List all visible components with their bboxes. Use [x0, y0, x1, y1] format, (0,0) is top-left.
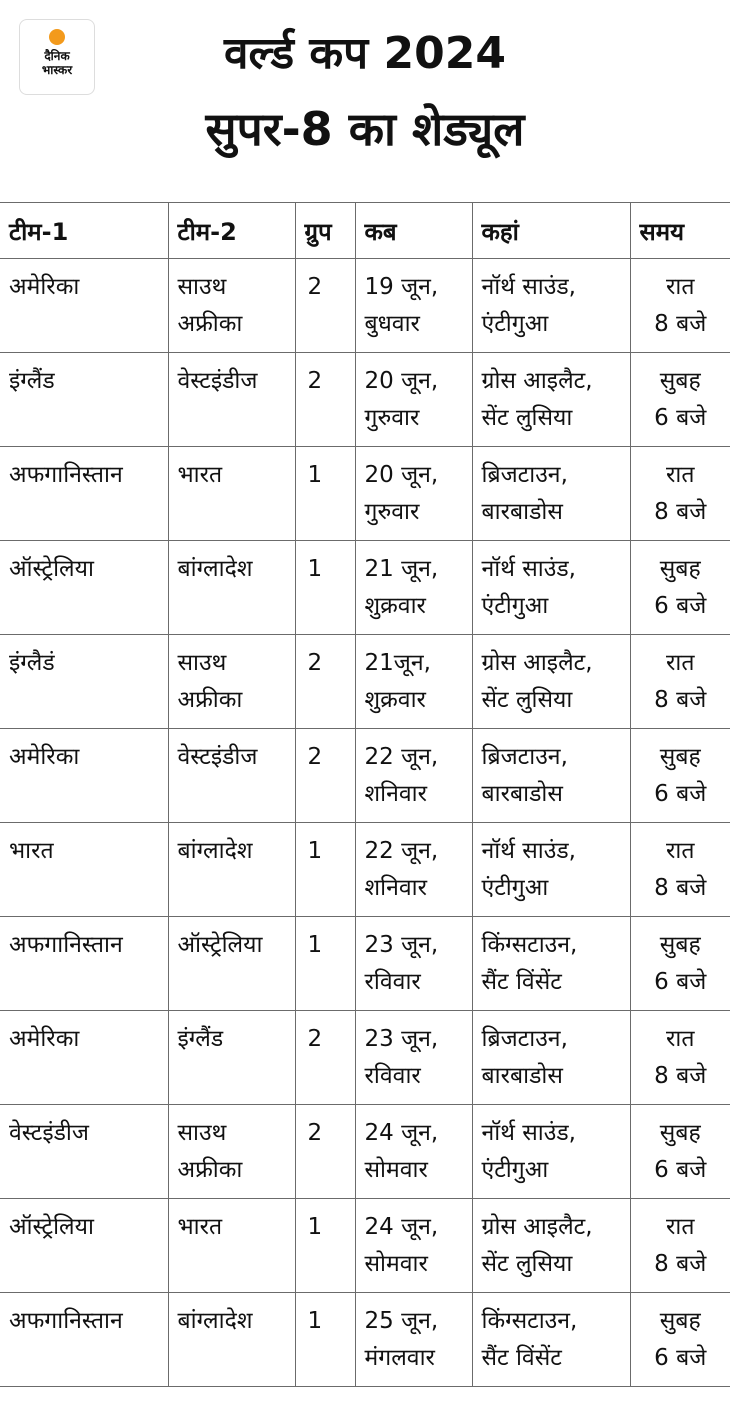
dainik-bhaskar-logo [19, 19, 95, 95]
time-cell-line: सुबह [659, 744, 701, 770]
date-cell [355, 1293, 472, 1387]
table-row [0, 823, 730, 917]
group-cell-line: 2 [307, 650, 323, 676]
time-cell [630, 635, 730, 729]
time-cell-line: सुबह [659, 556, 701, 582]
date-cell-line: शनिवार [364, 781, 428, 807]
time-cell-line: 6 बजे [654, 405, 707, 431]
team1-cell [0, 917, 168, 1011]
date-cell-line: 20 जून, [364, 462, 439, 488]
group-cell-line: 2 [307, 368, 323, 394]
time-cell [630, 447, 730, 541]
time-cell-line: 8 बजे [654, 1251, 707, 1277]
venue-cell-line: सेंट लुसिया [481, 405, 573, 431]
venue-cell-line: ग्रोस आइलैट, [481, 368, 593, 394]
time-cell-line: 8 बजे [654, 687, 707, 713]
team2-cell-line: बांग्लादेश [177, 556, 253, 582]
team2-cell [168, 541, 295, 635]
group-cell-line: 2 [307, 1026, 323, 1052]
sun-icon [49, 29, 65, 45]
table-row [0, 1105, 730, 1199]
table-row [0, 729, 730, 823]
date-cell [355, 729, 472, 823]
time-cell-line: 6 बजे [654, 969, 707, 995]
date-cell-line: 20 जून, [364, 368, 439, 394]
date-cell-line: सोमवार [364, 1251, 428, 1277]
venue-cell [472, 729, 630, 823]
group-cell [295, 1011, 355, 1105]
table-row [0, 447, 730, 541]
date-cell-line: शुक्रवार [364, 687, 426, 713]
venue-cell-line: बारबाडोस [481, 781, 563, 807]
team2-cell [168, 1293, 295, 1387]
group-cell [295, 541, 355, 635]
group-cell-line: 1 [307, 1214, 323, 1240]
venue-cell [472, 259, 630, 353]
date-cell-line: 23 जून, [364, 1026, 439, 1052]
team2-cell-line: बांग्लादेश [177, 1308, 253, 1334]
team2-cell [168, 1105, 295, 1199]
venue-cell-line: बारबाडोस [481, 1063, 563, 1089]
group-cell-line: 2 [307, 274, 323, 300]
venue-cell-line: ब्रिजटाउन, [481, 744, 568, 770]
time-cell [630, 1199, 730, 1293]
venue-cell [472, 541, 630, 635]
venue-cell [472, 1199, 630, 1293]
date-cell [355, 1011, 472, 1105]
time-cell-line: 6 बजे [654, 1345, 707, 1371]
team2-cell-line: इंग्लैंड [177, 1026, 224, 1052]
date-cell-line: 23 जून, [364, 932, 439, 958]
time-cell-line: 6 बजे [654, 1157, 707, 1183]
header-team2: टीम-2 [168, 203, 295, 259]
team1-cell [0, 635, 168, 729]
team2-cell [168, 729, 295, 823]
venue-cell-line: ग्रोस आइलैट, [481, 650, 593, 676]
date-cell-line: 21 जून, [364, 556, 439, 582]
team1-cell-line: अफगानिस्तान [9, 462, 123, 488]
time-cell-line: 8 बजे [654, 1063, 707, 1089]
venue-cell-line: नॉर्थ साउंड, [481, 838, 576, 864]
venue-cell-line: बारबाडोस [481, 499, 563, 525]
team2-cell-line: अफ्रीका [177, 1157, 243, 1183]
venue-cell-line: किंग्सटाउन, [481, 1308, 578, 1334]
date-cell-line: सोमवार [364, 1157, 428, 1183]
venue-cell-line: ब्रिजटाउन, [481, 1026, 568, 1052]
team1-cell-line: ऑस्ट्रेलिया [9, 556, 94, 582]
venue-cell-line: ग्रोस आइलैट, [481, 1214, 593, 1240]
group-cell-line: 1 [307, 838, 323, 864]
team2-cell-line: भारत [177, 1214, 223, 1240]
venue-cell [472, 917, 630, 1011]
group-cell [295, 729, 355, 823]
group-cell-line: 1 [307, 556, 323, 582]
venue-cell-line: नॉर्थ साउंड, [481, 556, 576, 582]
table-row [0, 1199, 730, 1293]
venue-cell-line: एंटीगुआ [481, 593, 549, 619]
date-cell-line: बुधवार [364, 311, 420, 337]
venue-cell-line: एंटीगुआ [481, 1157, 549, 1183]
group-cell-line: 1 [307, 1308, 323, 1334]
team1-cell [0, 1293, 168, 1387]
date-cell-line: रविवार [364, 969, 421, 995]
time-cell [630, 1011, 730, 1105]
team2-cell [168, 635, 295, 729]
time-cell-line: रात [666, 1214, 695, 1240]
team1-cell [0, 729, 168, 823]
team1-cell-line: अफगानिस्तान [9, 1308, 123, 1334]
team2-cell [168, 1199, 295, 1293]
date-cell-line: 19 जून, [364, 274, 439, 300]
time-cell-line: सुबह [659, 1308, 701, 1334]
time-cell [630, 917, 730, 1011]
table-row [0, 635, 730, 729]
date-cell-line: 24 जून, [364, 1214, 439, 1240]
date-cell-line: 25 जून, [364, 1308, 439, 1334]
group-cell-line: 2 [307, 1120, 323, 1146]
team1-cell-line: अमेरिका [9, 1026, 80, 1052]
date-cell-line: शुक्रवार [364, 593, 426, 619]
team2-cell-line: बांग्लादेश [177, 838, 253, 864]
schedule-table [0, 202, 730, 1387]
team2-cell-line: साउथ [177, 650, 227, 676]
team1-cell [0, 1105, 168, 1199]
venue-cell [472, 823, 630, 917]
group-cell [295, 447, 355, 541]
date-cell-line: मंगलवार [364, 1345, 435, 1371]
time-cell-line: रात [666, 1026, 695, 1052]
header-time: समय [630, 203, 730, 259]
time-cell [630, 259, 730, 353]
team1-cell-line: भारत [9, 838, 54, 864]
header-group: ग्रुप [295, 203, 355, 259]
time-cell-line: 8 बजे [654, 875, 707, 901]
group-cell [295, 917, 355, 1011]
date-cell-line: शनिवार [364, 875, 428, 901]
venue-cell-line: सैंट विंसेंट [481, 969, 562, 995]
time-cell-line: 6 बजे [654, 593, 707, 619]
team1-cell [0, 823, 168, 917]
team1-cell-line: इंग्लैंड [9, 368, 55, 394]
group-cell [295, 259, 355, 353]
venue-cell-line: सेंट लुसिया [481, 687, 573, 713]
venue-cell-line: एंटीगुआ [481, 875, 549, 901]
time-cell-line: रात [666, 838, 695, 864]
team2-cell-line: ऑस्ट्रेलिया [177, 932, 263, 958]
logo-text-line1: दैनिक [44, 49, 70, 63]
time-cell-line: 6 बजे [654, 781, 707, 807]
team1-cell [0, 541, 168, 635]
venue-cell [472, 447, 630, 541]
time-cell-line: 8 बजे [654, 499, 707, 525]
time-cell [630, 729, 730, 823]
time-cell-line: सुबह [659, 368, 701, 394]
time-cell-line: रात [666, 274, 695, 300]
team1-cell [0, 447, 168, 541]
team1-cell-line: अफगानिस्तान [9, 932, 123, 958]
time-cell-line: सुबह [659, 1120, 701, 1146]
group-cell [295, 1199, 355, 1293]
team1-cell-line: ऑस्ट्रेलिया [9, 1214, 94, 1240]
team1-cell-line: अमेरिका [9, 744, 80, 770]
group-cell [295, 1105, 355, 1199]
venue-cell-line: सेंट लुसिया [481, 1251, 573, 1277]
date-cell [355, 1105, 472, 1199]
group-cell-line: 1 [307, 462, 323, 488]
time-cell-line: रात [666, 650, 695, 676]
date-cell [355, 541, 472, 635]
time-cell [630, 541, 730, 635]
header-venue: कहां [472, 203, 630, 259]
team2-cell [168, 447, 295, 541]
date-cell [355, 447, 472, 541]
time-cell-line: सुबह [659, 932, 701, 958]
time-cell-line: 8 बजे [654, 311, 707, 337]
table-row [0, 541, 730, 635]
time-cell [630, 823, 730, 917]
venue-cell [472, 1105, 630, 1199]
date-cell [355, 635, 472, 729]
table-row [0, 353, 730, 447]
time-cell [630, 1293, 730, 1387]
group-cell [295, 1293, 355, 1387]
venue-cell [472, 1011, 630, 1105]
team1-cell [0, 259, 168, 353]
table-row [0, 917, 730, 1011]
group-cell-line: 1 [307, 932, 323, 958]
team1-cell [0, 353, 168, 447]
team2-cell [168, 259, 295, 353]
date-cell-line: रविवार [364, 1063, 421, 1089]
team2-cell-line: अफ्रीका [177, 687, 243, 713]
time-cell [630, 353, 730, 447]
venue-cell [472, 1293, 630, 1387]
table-row [0, 259, 730, 353]
venue-cell [472, 635, 630, 729]
team2-cell-line: वेस्टइंडीज [177, 744, 258, 770]
time-cell-line: रात [666, 462, 695, 488]
page-title: वर्ल्ड कप 2024 [224, 28, 506, 79]
date-cell [355, 353, 472, 447]
team1-cell [0, 1199, 168, 1293]
team1-cell-line: इंग्लैडं [9, 650, 55, 676]
date-cell [355, 259, 472, 353]
header-date: कब [355, 203, 472, 259]
team1-cell-line: वेस्टइंडीज [9, 1120, 89, 1146]
team2-cell [168, 823, 295, 917]
team1-cell [0, 1011, 168, 1105]
venue-cell-line: सैंट विंसेंट [481, 1345, 562, 1371]
team2-cell-line: साउथ [177, 274, 227, 300]
page-subtitle: सुपर-8 का शेड्यूल [205, 102, 525, 156]
date-cell [355, 917, 472, 1011]
venue-cell-line: ब्रिजटाउन, [481, 462, 568, 488]
group-cell [295, 353, 355, 447]
group-cell [295, 635, 355, 729]
date-cell [355, 1199, 472, 1293]
team2-cell-line: वेस्टइंडीज [177, 368, 258, 394]
date-cell-line: 21जून, [364, 650, 431, 676]
date-cell-line: गुरुवार [364, 405, 420, 431]
time-cell [630, 1105, 730, 1199]
venue-cell-line: नॉर्थ साउंड, [481, 1120, 576, 1146]
table-row [0, 1293, 730, 1387]
venue-cell-line: किंग्सटाउन, [481, 932, 578, 958]
table-row [0, 1011, 730, 1105]
header-team1: टीम-1 [0, 203, 168, 259]
date-cell-line: गुरुवार [364, 499, 420, 525]
logo-text-line2: भास्कर [41, 63, 73, 77]
venue-cell-line: एंटीगुआ [481, 311, 549, 337]
team2-cell [168, 353, 295, 447]
team2-cell [168, 917, 295, 1011]
team2-cell-line: भारत [177, 462, 223, 488]
team2-cell-line: साउथ [177, 1120, 227, 1146]
group-cell-line: 2 [307, 744, 323, 770]
header-row [0, 203, 730, 259]
venue-cell [472, 353, 630, 447]
group-cell [295, 823, 355, 917]
team2-cell-line: अफ्रीका [177, 311, 243, 337]
team1-cell-line: अमेरिका [9, 274, 80, 300]
date-cell-line: 24 जून, [364, 1120, 439, 1146]
date-cell [355, 823, 472, 917]
venue-cell-line: नॉर्थ साउंड, [481, 274, 576, 300]
date-cell-line: 22 जून, [364, 838, 439, 864]
date-cell-line: 22 जून, [364, 744, 439, 770]
team2-cell [168, 1011, 295, 1105]
